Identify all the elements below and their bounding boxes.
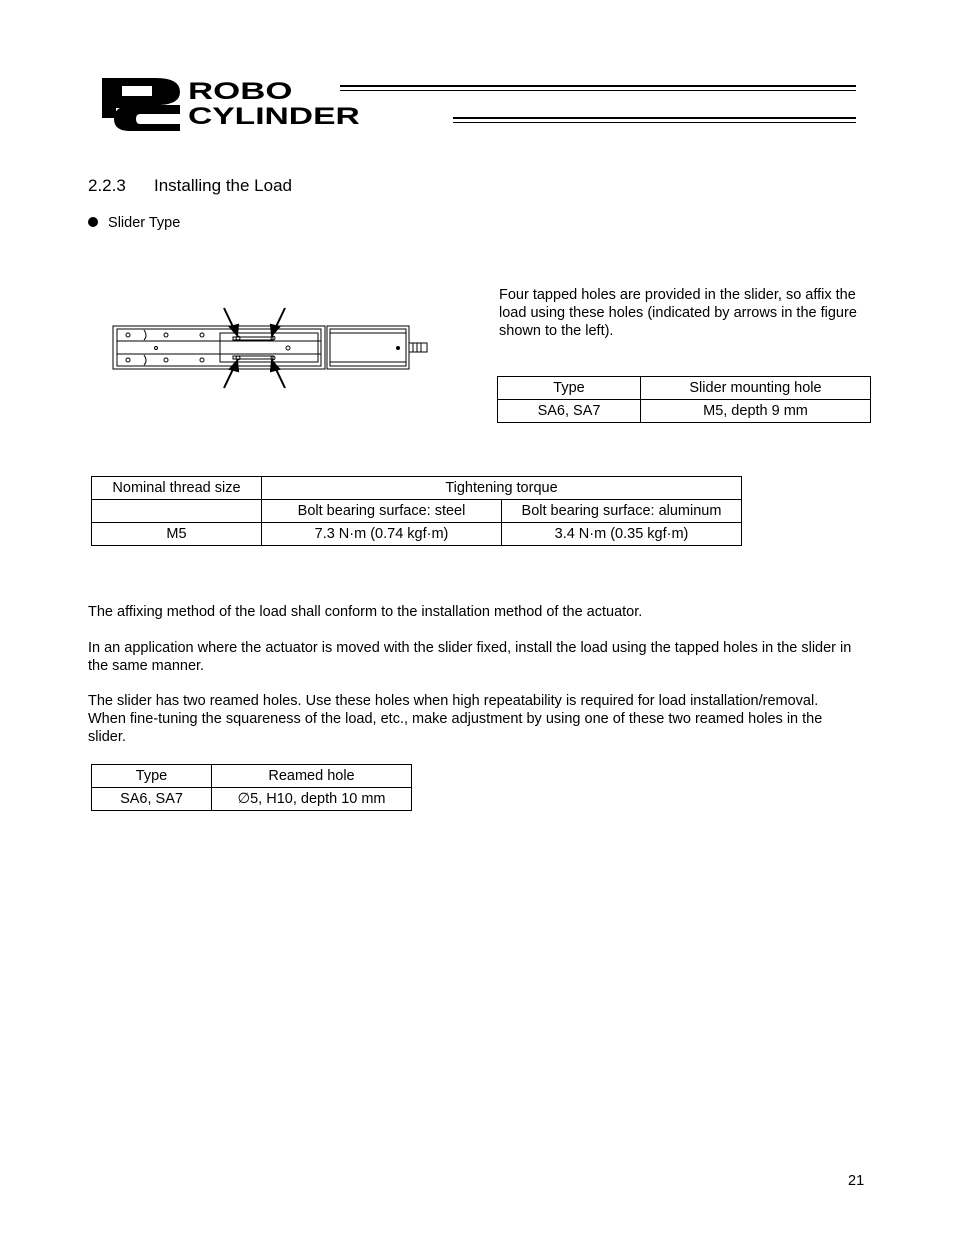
paragraph-3: The slider has two reamed holes. Use these holes when high repeatability is required for load installation/removal. When fine-tuning the squareness of the load, etc., make adjustment by using one of these two reamed holes in the slider. xyxy=(88,693,823,745)
table-header-cell: Reamed hole xyxy=(212,765,412,788)
section-title: Installing the Load xyxy=(154,176,292,195)
logo-text-robo: ROBO xyxy=(188,78,293,105)
table-cell: 7.3 N·m (0.74 kgf·m) xyxy=(262,523,502,546)
table-header-cell: Slider mounting hole xyxy=(641,377,871,400)
bullet-label: Slider Type xyxy=(108,215,181,231)
table-cell: 3.4 N·m (0.35 kgf·m) xyxy=(502,523,742,546)
table-row xyxy=(92,788,412,811)
torque-table xyxy=(91,476,742,546)
table-header-cell: Tightening torque xyxy=(262,477,742,500)
bullet-item xyxy=(88,215,180,231)
table-header-cell xyxy=(92,500,262,523)
table-header-cell: Type xyxy=(498,377,641,400)
header-rule-bottom xyxy=(453,117,856,123)
table-header-row xyxy=(92,765,412,788)
bullet-dot-icon xyxy=(88,217,98,227)
table-cell: ∅5, H10, depth 10 mm xyxy=(212,788,412,811)
section-heading xyxy=(88,176,292,196)
slider-figure xyxy=(108,300,448,400)
header-rule-top xyxy=(340,85,856,91)
table-header-cell: Nominal thread size xyxy=(92,477,262,500)
table-cell: SA6, SA7 xyxy=(92,788,212,811)
mounting-hole-table xyxy=(497,376,871,423)
table-header-row xyxy=(92,477,742,500)
logo-text-cylinder: CYLINDER xyxy=(188,103,360,130)
paragraph-2: In an application where the actuator is moved with the slider fixed, install the load using the tapped holes in the slider in the same manner. xyxy=(88,640,852,674)
reamed-hole-table xyxy=(91,764,412,811)
header-logo xyxy=(100,76,860,132)
table-cell: M5 xyxy=(92,523,262,546)
table-cell: SA6, SA7 xyxy=(498,400,641,423)
table-subheader-row xyxy=(92,500,742,523)
description-text: Four tapped holes are provided in the slider, so affix the load using these holes (indicated by arrows in the figure shown to the left). xyxy=(499,287,857,339)
table-row xyxy=(92,523,742,546)
table-header-row xyxy=(498,377,871,400)
page-number: 21 xyxy=(848,1173,865,1189)
table-cell: M5, depth 9 mm xyxy=(641,400,871,423)
table-row xyxy=(498,400,871,423)
paragraph-1: The affixing method of the load shall conform to the installation method of the actuator. xyxy=(88,604,643,620)
table-header-cell: Type xyxy=(92,765,212,788)
table-header-cell: Bolt bearing surface: aluminum xyxy=(502,500,742,523)
rc-logo-mark xyxy=(100,76,182,132)
section-number: 2.2.3 xyxy=(88,176,126,195)
table-header-cell: Bolt bearing surface: steel xyxy=(262,500,502,523)
